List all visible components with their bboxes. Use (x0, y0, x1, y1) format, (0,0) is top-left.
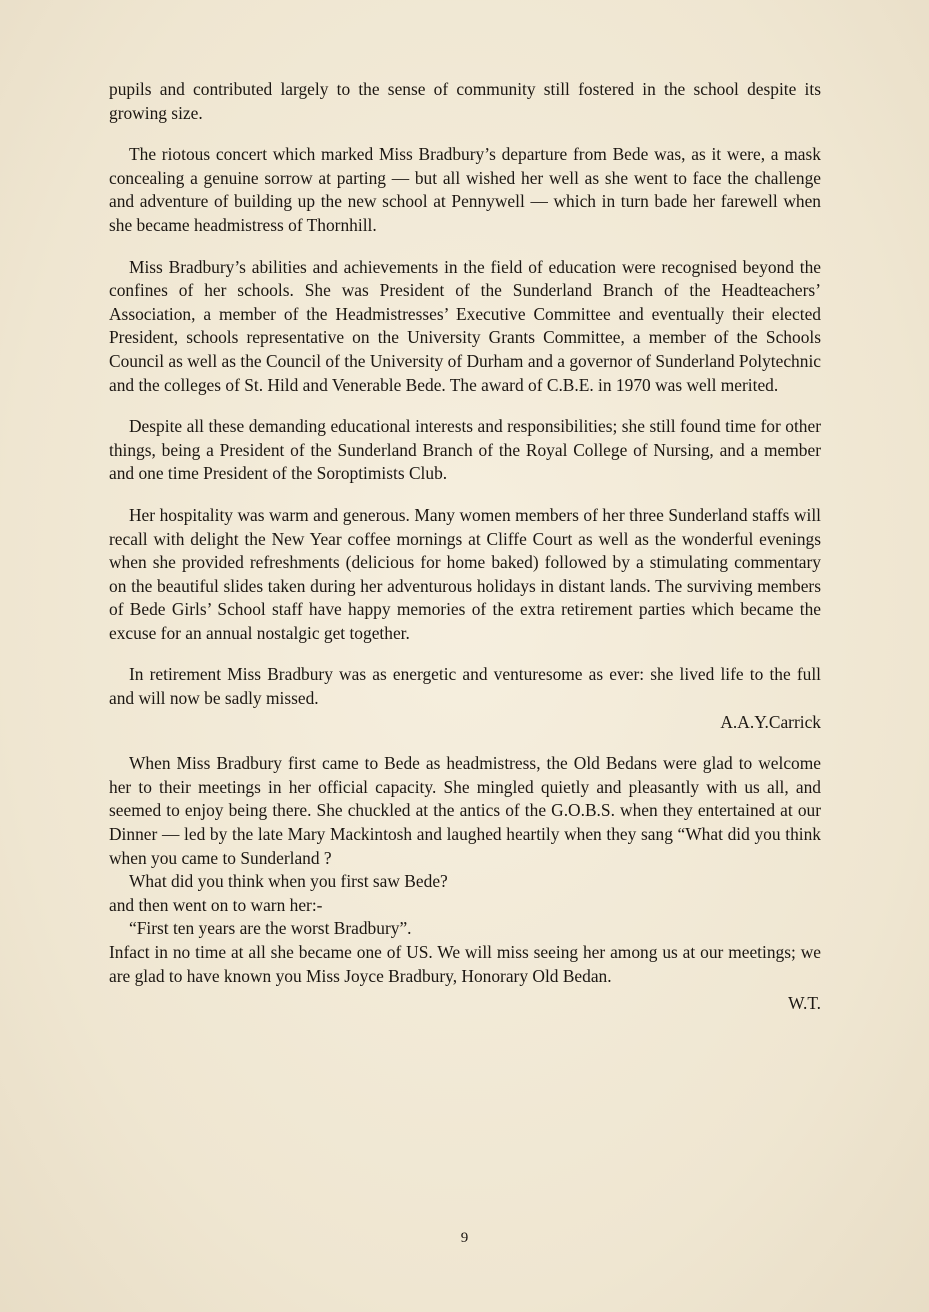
paragraph-1: pupils and contributed largely to the sense of community still fostered in the school despite its growing size. (109, 79, 821, 123)
paragraph-7: When Miss Bradbury first came to Bede as headmistress, the Old Bedans were glad to welcome her to their meetings in her official capacity. She mingled quietly and pleasantly with us all, and seemed to enjoy being there. She chuckled at the antics of the G.O.B.S. when they entertained at our Dinner — led by the late Mary Mackintosh and laughed heartily when they sang “What did you think when you came to Sunderland ? (109, 753, 821, 868)
signature-carrick: A.A.Y.Carrick (720, 711, 821, 732)
paragraph-5: Her hospitality was warm and generous. Many women members of her three Sunderland staffs will recall with delight the New Year coffee mornings at Cliffe Court as well as the wonderful evenings when she provided refreshments (delicious for home baked) followed by a stimulating commentary on the beautiful slides taken during her adventurous holidays in distant lands. The surviving members of Bede Girls’ School staff have happy memories of the extra retirement parties which became the excuse for an annual nostalgic get together. (109, 504, 821, 643)
paragraph-2: The riotous concert which marked Miss Bradbury’s departure from Bede was, as it were, a mask concealing a genuine sorrow at parting — but all wished her well as she went to face the challenge and adventure of building up the new school at Pennywell — which in turn bade her farewell when she became headmistress of Thornhill. (109, 144, 821, 235)
page-number: 9 (460, 1230, 469, 1246)
signature-wt: W.T. (788, 993, 821, 1014)
paragraph-8: Infact in no time at all she became one of US. We will miss seeing her among us at our meetings; we are glad to have known you Miss Joyce Bradbury, Honorary Old Bedan. (109, 942, 821, 986)
document-body (109, 78, 821, 1016)
paragraph-6: In retirement Miss Bradbury was as energetic and venturesome as ever: she lived life to the full and will now be sadly missed. (109, 664, 821, 709)
song-line-1: What did you think when you first saw Bede? (129, 871, 448, 892)
paragraph-3: Miss Bradbury’s abilities and achievements in the field of education were recognised beyond the confines of her schools. She was President of the Sunderland Branch of the Headteachers’ Association, a member of the Headmistresses’ Executive Committee and eventually their elected President, schools representative on the University Grants Committee, a member of the Schools Council as well as the Council of the University of Durham and a governor of Sunderland Polytechnic and the colleges of St. Hild and Venerable Bede. The award of C.B.E. in 1970 was well merited. (109, 256, 821, 395)
song-line-3: “First ten years are the worst Bradbury”. (129, 918, 412, 939)
song-line-2: and then went on to warn her:- (109, 894, 323, 915)
paragraph-4: Despite all these demanding educational interests and responsibilities; she still found time for other things, being a President of the Sunderland Branch of the Royal College of Nursing, and a member and one time President of the Soroptimists Club. (109, 416, 821, 484)
